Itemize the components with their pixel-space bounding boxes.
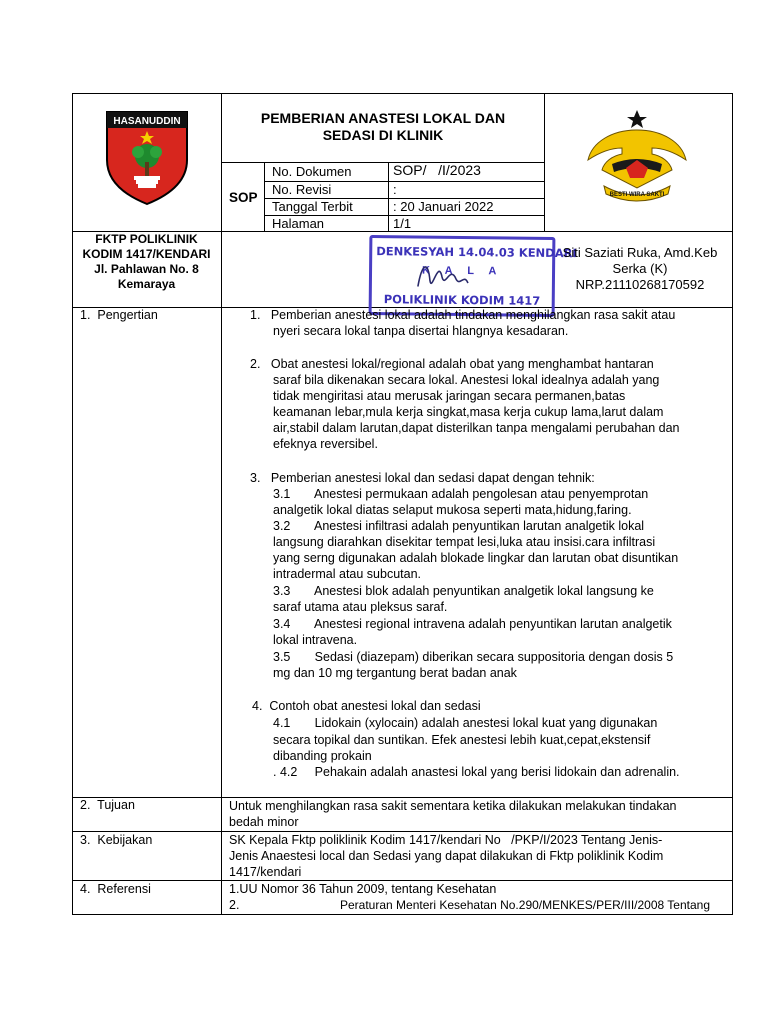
text-line: secara topikal dan suntikan. Efek anestesi lebih kuat,cepat,ekstensif bbox=[273, 733, 651, 747]
signature-scribble bbox=[412, 252, 472, 297]
text-line: langsung diarahkan disekitar tempat lesi,luka atau insisi.cara infiltrasi bbox=[273, 535, 656, 549]
section-label-kebijakan: 3. Kebijakan bbox=[80, 833, 153, 847]
text-line: analgetik lokal diatas selaput mukosa seperti mata,hidung,faring. bbox=[273, 503, 632, 517]
section-label-pengertian: 1. Pengertian bbox=[80, 308, 158, 322]
text-line: air,stabil dalam larutan,dapat disterilkan tanpa mengalami perubahan dan bbox=[273, 421, 680, 435]
tujuan-line: Untuk menghilangkan rasa sakit sementara ketika dilakukan melakukan tindakan bbox=[229, 799, 677, 813]
text-line: 4. Contoh obat anestesi lokal dan sedasi bbox=[252, 699, 481, 713]
text-line: nyeri secara lokal tanpa disertai hlangnya kesadaran. bbox=[273, 324, 569, 338]
text-line: 3.5 Sedasi (diazepam) diberikan secara suppositoria dengan dosis 5 bbox=[273, 650, 674, 664]
signer-block: Siti Saziati Ruka, Amd.Keb Serka (K) NRP.21110268170592 bbox=[562, 245, 718, 292]
kodam-emblem bbox=[582, 108, 692, 204]
document-title: PEMBERIAN ANASTESI LOKAL DAN SEDASI DI KLINIK bbox=[260, 110, 506, 143]
svg-text:BESTI WIRA SAKTI: BESTI WIRA SAKTI bbox=[609, 192, 665, 198]
text-line: tidak mengiritasi atau merusak jaringan secara permanen,batas bbox=[273, 389, 626, 403]
doc-number-value: SOP/ /I/2023 bbox=[393, 162, 481, 178]
page-label: Halaman bbox=[272, 216, 325, 231]
referensi-line: 2. bbox=[229, 898, 240, 912]
text-line: efeknya reversibel. bbox=[273, 437, 378, 451]
sop-label: SOP bbox=[229, 190, 258, 205]
text-line: 3.1 Anestesi permukaan adalah pengolesan atau penyemprotan bbox=[273, 487, 649, 501]
official-stamp: DENKESYAH 14.04.03 KENDARI K A L A POLIKLINIK KODIM 1417 bbox=[369, 235, 556, 317]
text-line: 3.2 Anestesi infiltrasi adalah penyuntikan larutan analgetik lokal bbox=[273, 519, 645, 533]
issue-date-value: : 20 Januari 2022 bbox=[393, 199, 494, 214]
text-line: 2. Obat anestesi lokal/regional adalah obat yang menghambat hantaran bbox=[250, 357, 654, 371]
text-line: intradermal atau subcutan. bbox=[273, 567, 422, 581]
section-label-tujuan: 2. Tujuan bbox=[80, 798, 135, 812]
revision-value: : bbox=[393, 182, 397, 197]
revision-label: No. Revisi bbox=[272, 182, 332, 197]
referensi-line: Peraturan Menteri Kesehatan No.290/MENKES/PER/III/2008 Tentang bbox=[340, 898, 710, 912]
org-block: FKTP POLIKLINIK KODIM 1417/KENDARI Jl. Pahlawan No. 8 Kemaraya bbox=[82, 232, 211, 291]
issue-date-label: Tanggal Terbit bbox=[272, 199, 353, 214]
text-line: dibanding prokain bbox=[273, 749, 372, 763]
text-line: 4.1 Lidokain (xylocain) adalah anestesi lokal kuat yang digunakan bbox=[273, 716, 658, 730]
doc-number-label: No. Dokumen bbox=[272, 164, 352, 179]
text-line: saraf bila dikenakan secara lokal. Anestesi lokal idealnya adalah yang bbox=[273, 373, 660, 387]
kebijakan-line: Jenis Anaestesi local dan Sedasi yang dapat dilakukan di Fktp poliklinik Kodim bbox=[229, 849, 664, 863]
kebijakan-line: 1417/kendari bbox=[229, 865, 302, 879]
tujuan-line: bedah minor bbox=[229, 815, 299, 829]
svg-text:HASANUDDIN: HASANUDDIN bbox=[113, 116, 181, 127]
text-line: mg dan 10 mg tergantung berat badan anak bbox=[273, 666, 517, 680]
page-value: 1/1 bbox=[393, 216, 412, 231]
section-label-referensi: 4. Referensi bbox=[80, 882, 151, 896]
text-line: 3.4 Anestesi regional intravena adalah penyuntikan larutan analgetik bbox=[273, 617, 672, 631]
text-line: 1. Pemberian anestesi lokal adalah tindakan menghilangkan rasa sakit atau bbox=[250, 308, 676, 322]
referensi-line: 1.UU Nomor 36 Tahun 2009, tentang Kesehatan bbox=[229, 882, 497, 896]
kebijakan-line: SK Kepala Fktp poliklinik Kodim 1417/kendari No /PKP/I/2023 Tentang Jenis- bbox=[229, 833, 663, 847]
text-line: . 4.2 Pehakain adalah anastesi lokal yang berisi lidokain dan adrenalin. bbox=[273, 765, 680, 779]
hasanuddin-logo bbox=[104, 110, 190, 206]
text-line: keamanan lebar,mula kerja singkat,masa kerja cukup lama,larut dalam bbox=[273, 405, 664, 419]
text-line: lokal intravena. bbox=[273, 633, 358, 647]
text-line: yang serng digunakan adalah blokade lingkar dan larutan obat disuntikan bbox=[273, 551, 679, 565]
text-line: 3.3 Anestesi blok adalah penyuntikan analgetik lokal langsung ke bbox=[273, 584, 654, 598]
text-line: saraf utama atau pleksus saraf. bbox=[273, 600, 448, 614]
text-line: 3. Pemberian anestesi lokal dan sedasi dapat dengan tehnik: bbox=[250, 471, 595, 485]
